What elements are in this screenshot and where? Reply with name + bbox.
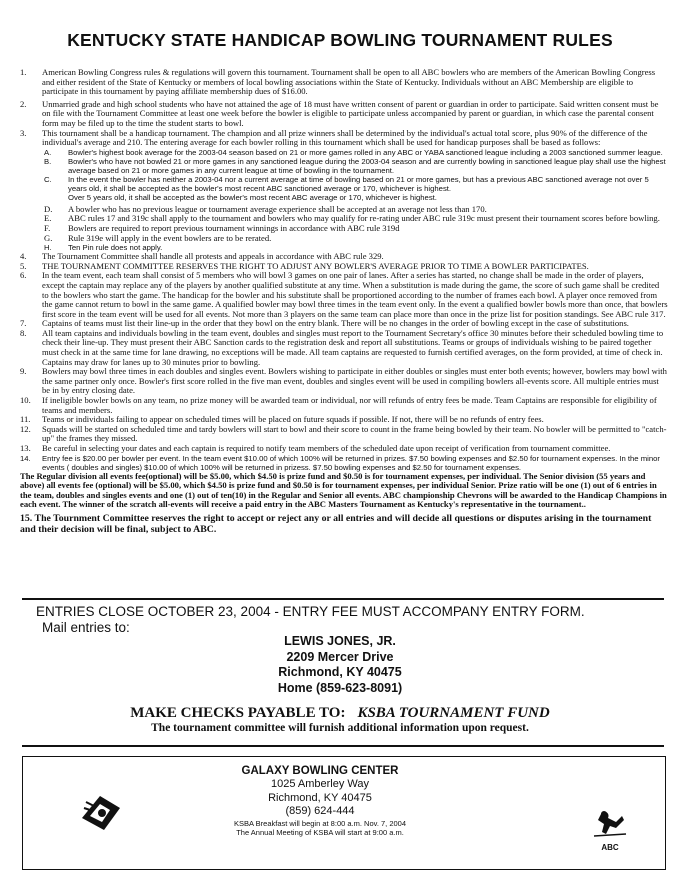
checks-label: MAKE CHECKS PAYABLE TO: <box>130 705 346 721</box>
venue-info <box>170 764 470 837</box>
rule-10: 10. If ineligible bowler bowls on any team, no prize money will be awarded team or individual, nor will refunds of entry fees be made. Team Captains are responsible for eligibility of teams and members. <box>20 395 657 415</box>
abc-logo <box>590 808 630 852</box>
checks-payee: KSBA TOURNAMENT FUND <box>357 705 550 721</box>
rule-6: 6. In the team event, each team shall consist of 5 members who will bowl 3 games on one pair of lanes. After a series has started, no change shall be made in the order of players, except the captain may replace any of the players by another qualified substitute at any time. When a substitution is made during the game, the score of such game shall be credited to the bowlers who start the game. The handicap for the bowler and his substitute shall be proportioned according to the number of frames each bowl. A player once removed from the game cannot return to bowl in the same game. A qualified bowler may bowl three times in the team event only. In the event a qualified bowler bowls more than once, that bowlers first score in the team event will be used for all events. Not more than 3 players on the same team can place more than once in the prize list for position standings. See ABC rule 317. <box>20 270 668 319</box>
address-street: 2209 Mercer Drive <box>286 649 394 664</box>
rule-14-fees: The Regular division all events fee(optional) will be $5.00, which $4.50 is prize fund and $0.50 is for tournament expenses, per individual. The Senior division (55 years and above) all events fee (optional) will be $5.00, which $4.50 is prize fund and $0.50 is for tournament expenses, per individual Senior. Prize ratio will be one (1) out of 6 entries in the team, doubles and singles events and one (1) out of ten(10) in the Regular and Senior all events. ABC championship Chevrons will be awarded to the Handicap Champions in each event. The winner of the scratch all-events will receive a paid entry in the ABC Masters Tournament as Kentucky's representative in the tournament.. <box>20 470 667 510</box>
rule-11: 11. Teams or individuals failing to appear on scheduled times will be placed on future squads if possible. If not, there will be no refunds of entry fees. <box>20 414 544 425</box>
venue-street: 1025 Amberley Way <box>270 778 370 790</box>
rule-7: 7. Captains of teams must list their line-up in the order that they bowl on the entry blank. There will be no changes in the order of bowling except in the case of substitutions. <box>20 318 629 329</box>
page-title: KENTUCKY STATE HANDICAP BOWLING TOURNAMENT RULES <box>67 30 613 50</box>
breakfast-note: KSBA Breakfast will begin at 8:00 a.m. Nov. 7, 2004 <box>233 818 407 828</box>
rule-13: 13. Be careful in selecting your dates and each captain is required to notify team members of the scheduled date upon receipt of verification from tournament committee. <box>20 443 611 453</box>
rule-9: 9. Bowlers may bowl three times in each doubles and singles event. Bowlers wishing to participate in either doubles or singles must enter both events; however, bowlers may bowl with the same partner only once. Bowler's first score rolled in the five man event, doubles and singles event will be used in compiling bowlers all-events score. All multiple entries must be in by entry closing date. <box>20 366 667 396</box>
address-name: LEWIS JONES, JR. <box>284 634 396 648</box>
entries-close-line: ENTRIES CLOSE OCTOBER 23, 2004 - ENTRY FEE MUST ACCOMPANY ENTRY FORM. <box>36 604 585 619</box>
additional-info-note: The tournament committee will furnish additional information upon request. <box>151 722 529 734</box>
abc-logo-text: ABC <box>601 843 619 852</box>
rule-15: 15. The Tournment Committee reserves the right to accept or reject any or all entries and will decide all questions or disputes arising in the tournament and their decision will be final, subject to ABC. <box>20 512 652 535</box>
rule-5: 5. THE TOURNAMENT COMMITTEE RESERVES THE RIGHT TO ADJUST ANY BOWLER'S AVERAGE PRIOR TO TIME A BOWLER PARTICIPATES. <box>20 260 589 271</box>
divider-top <box>22 598 664 600</box>
address-city: Richmond, KY 40475 <box>278 665 402 679</box>
rule-2: 2. Unmarried grade and high school students who have not attained the age of 18 must have written consent of parent or guardian in order to participate. Said written consent must be on file with the Tournament Committee at least one week before the bowler is eligible to participate unless accompanied by parent or guardian, in which case the parental consent form may be filed up to the time the student starts to bowl. <box>20 98 659 128</box>
entries-notice <box>36 604 656 636</box>
rule-3f: F. Bowlers are required to report previous tournament winnings in accordance with ABC rule 319d <box>44 222 400 233</box>
rule-3: 3. This tournament shall be a handicap tournament. The champion and all prize winners shall be determined by the individual's actual total score, plus 90% of the difference of the individual's average and 210. The entering average for each bowler rolling in this tournament which shall be used for handicap purposes shall be based as follows: <box>20 127 648 148</box>
rule-3d: D. A bowler who has no previous league or tournament average experience shall be accepted at an average not less than 170. <box>44 203 487 214</box>
meeting-note: The Annual Meeting of KSBA will start at 9:00 a.m. <box>236 827 404 837</box>
divider-bottom <box>22 745 664 747</box>
rule-3a: A. Bowler's highest book average for the 2003-04 season based on 21 or more games rolled in any ABC or YABA sanctioned league including a 2003 sanctioned summer league. <box>44 147 663 157</box>
venue-city: Richmond, KY 40475 <box>268 791 372 804</box>
rule-3b: B. Bowler's who have not bowled 21 or more games in any sanctioned league during the 2003-04 season and are currently bowling in sanctioned league play shall use the highest average based on 21 or more games in any current league at time of bowling in the tournament. <box>44 156 666 175</box>
rule-1: 1. American Bowling Congress rules & regulations will govern this tournament. Tournament shall be open to all ABC bowlers who are members of the American Bowling Congress and either resident of the State of Kentucky or members of local bowling associations within the State of Kentucky. Individuals without an ABC Membership are eligible to participate in this tournament by paying affiliate membership dues of $16.00. <box>20 67 656 97</box>
rule-3g: G. Rule 319e will apply in the event bowlers are to be rerated. <box>44 232 272 243</box>
rules-list <box>20 68 668 535</box>
mail-address <box>200 634 480 696</box>
abc-bowler-icon <box>590 808 630 842</box>
rule-4: 4. The Tournament Committee shall handle all protests and appeals in accordance with ABC rule 329. <box>20 251 384 262</box>
address-phone: Home (859-623-8091) <box>277 680 403 695</box>
rule-3e: E. ABC rules 17 and 319c shall apply to the tournament and bowlers who may qualify for re-rating under ABC rule 319c must present their tournament scores before bowling. <box>44 213 660 224</box>
bowling-logo-icon <box>76 788 126 832</box>
mail-entries-label: Mail entries to: <box>42 620 130 635</box>
venue-phone: (859) 624-444 <box>285 805 355 817</box>
rule-3c-continued: Over 5 years old, it shall be accepted as the bowler's most recent ABC average or 170, whichever is highest. <box>68 192 437 202</box>
rule-3c: C. In the event the bowler has neither a 2003-04 nor a current average at time of bowling based on 21 or more games, but has a previous ABC sanctioned average not over 5 years old, it shall be accepted as the bowler's most recent ABC sanctioned average or 170, whichever is highest. <box>44 174 649 193</box>
checks-payable <box>0 705 680 722</box>
rule-8: 8. All team captains and individuals bowling in the team event, doubles and singles must report to the Tournament Secretary's office 30 minutes before their scheduled bowling time to check their line-up. They must present their ABC Sanction cards to the registration desk and report all substitutions. Teams or groups of individuals wishing to be paired together must check in at the same time for lane drawing, no exceptions will be made. All team captains are requested to furnish certified averages, on the form provided, at time of check in. Captains may draw for lanes up to 30 minutes prior to bowling. <box>20 327 664 367</box>
rule-12: 12. Squads will be started on scheduled time and tardy bowlers will start to bowl and their score to count in the frame being bowled by their team. No bowler will be permitted to "catch-up" the frames they missed. <box>20 423 667 444</box>
rule-3h: H. Ten Pin rule does not apply. <box>44 243 163 253</box>
venue-name: GALAXY BOWLING CENTER <box>241 765 399 777</box>
rule-14: 14. Entry fee is $20.00 per bowler per event. In the team event $10.00 of which 100% will be returned in prizes. $7.50 bowling expenses and $2.50 for tournament expenses. In the minor events ( doubles and singles) $10.00 of which 100% will be returned in prizess. $7.50 bowling expenses and $2.50 for tournament expenses. <box>20 453 660 472</box>
